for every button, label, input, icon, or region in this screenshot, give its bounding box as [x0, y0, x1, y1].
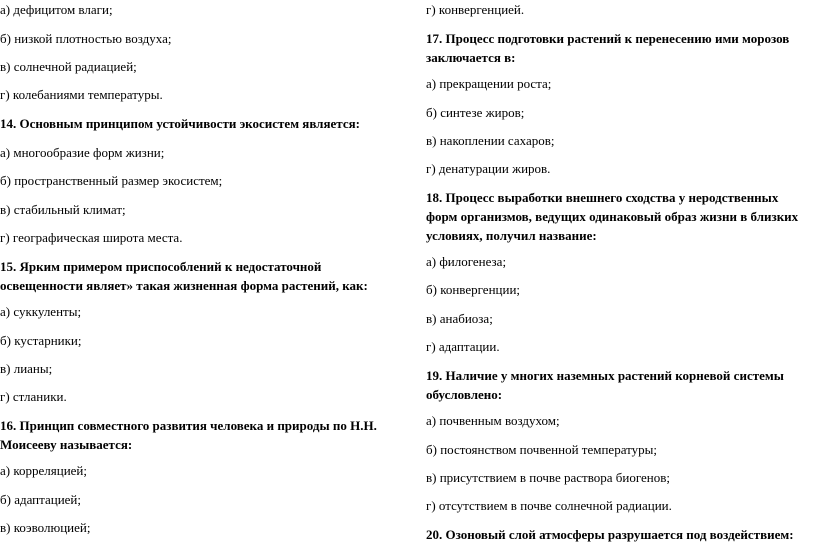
answer-option: г) денатурации жиров.: [426, 161, 551, 176]
answer-option: в) стабильный климат;: [0, 202, 126, 217]
question-18: [426, 188, 798, 245]
question-line: 20. Озоновый слой атмосферы разрушается под воздействием:: [426, 527, 794, 542]
question-14: [0, 114, 360, 133]
answer-option: в) накоплении сахаров;: [426, 133, 555, 148]
answer-option: б) пространственный размер экосистем;: [0, 173, 223, 188]
question-line: 15. Ярким примером приспособлений к недостаточной: [0, 259, 322, 274]
answer-option: г) географическая широта места.: [0, 230, 183, 245]
question-line: 18. Процесс выработки внешнего сходства у неродственных: [426, 190, 779, 205]
answer-option: а) корреляцией;: [0, 463, 87, 478]
question-line: обусловлено:: [426, 387, 503, 402]
answer-option: а) многообразие форм жизни;: [0, 145, 165, 160]
answer-option: а) прекращении роста;: [426, 76, 552, 91]
question-17: [426, 29, 789, 67]
answer-option: б) низкой плотностью воздуха;: [0, 31, 172, 46]
answer-option: б) конвергенции;: [426, 282, 521, 297]
question-20: [426, 525, 794, 544]
question-line: Моисееву называется:: [0, 437, 133, 452]
answer-option: г) отсутствием в почве солнечной радиации.: [426, 498, 672, 513]
answer-option: в) солнечной радиацией;: [0, 59, 137, 74]
question-line: форм организмов, ведущих одинаковый образ жизни в близких: [426, 209, 799, 224]
answer-option: а) дефицитом влаги;: [0, 2, 113, 17]
answer-option: а) почвенным воздухом;: [426, 413, 560, 428]
question-16: [0, 416, 377, 454]
question-15: [0, 257, 368, 295]
answer-option: б) синтезе жиров;: [426, 105, 525, 120]
question-line: 19. Наличие у многих наземных растений корневой системы: [426, 368, 784, 383]
answer-option: в) коэволюцией;: [0, 520, 91, 535]
answer-option: г) колебаниями температуры.: [0, 87, 163, 102]
question-line: освещенности являет» такая жизненная форма растений, как:: [0, 278, 368, 293]
question-19: [426, 366, 784, 404]
answer-option: б) адаптацией;: [0, 492, 81, 507]
question-line: заключается в:: [426, 50, 516, 65]
answer-option: а) суккуленты;: [0, 304, 82, 319]
answer-option: г) стланики.: [0, 389, 67, 404]
answer-option: в) анабиоза;: [426, 311, 493, 326]
answer-option: г) адаптации.: [426, 339, 500, 354]
question-line: 16. Принцип совместного развития человека и природы по Н.Н.: [0, 418, 377, 433]
answer-option: в) присутствием в почве раствора биогенов;: [426, 470, 670, 485]
question-line: 17. Процесс подготовки растений к перенесению ими морозов: [426, 31, 790, 46]
question-line: условиях, получил название:: [426, 228, 597, 243]
answer-option: г) конвергенцией.: [426, 2, 525, 17]
answer-option: а) филогенеза;: [426, 254, 507, 269]
answer-option: б) постоянством почвенной температуры;: [426, 442, 657, 457]
answer-option: б) кустарники;: [0, 333, 82, 348]
answer-option: в) лианы;: [0, 361, 53, 376]
question-line: 14. Основным принципом устойчивости экосистем является:: [0, 116, 360, 131]
